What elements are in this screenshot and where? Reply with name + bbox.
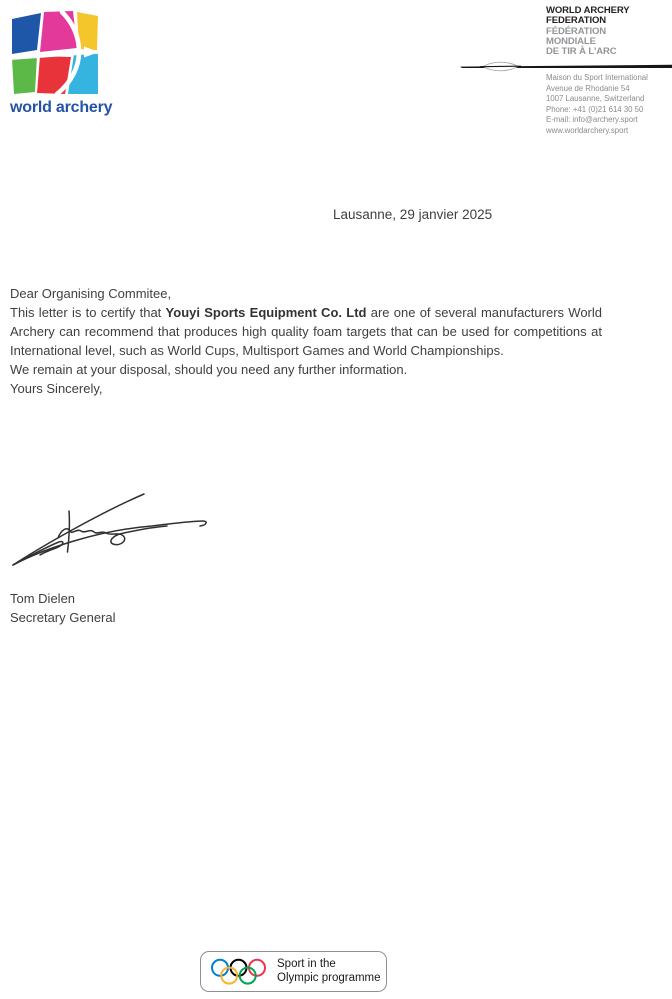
signature-icon xyxy=(2,484,217,574)
dateline: Lausanne, 29 janvier 2025 xyxy=(333,207,493,222)
address-line: Maison du Sport International xyxy=(546,73,648,82)
paragraph-main-text: are one of several manufacturers World Archery can recommend that produces high quality foam targets that can be used for competitions at International level, such as World Cups, Multisport Games and World Championships. xyxy=(10,305,602,358)
paragraph-main-text: This letter is to certify that xyxy=(10,305,166,320)
badge-text-line: Sport in the xyxy=(277,958,336,970)
address-line: Phone: +41 (0)21 614 30 50 xyxy=(546,104,644,114)
olympic-rings-icon xyxy=(210,958,268,986)
address-line: E-mail: info@archery.sport xyxy=(546,115,638,125)
address-line: 1007 Lausanne, Switzerland xyxy=(546,94,645,104)
org-name-en-line: WORLD ARCHERY xyxy=(546,5,630,16)
org-name-fr-line: DE TIR À L'ARC xyxy=(546,46,617,58)
olympic-programme-badge xyxy=(200,951,387,992)
org-name-fr-line: FÉDÉRATION xyxy=(546,25,607,37)
badge-text xyxy=(277,958,381,985)
signer-block xyxy=(10,589,116,627)
signer-title: Secretary General xyxy=(10,610,116,625)
address-line: www.worldarchery.sport xyxy=(546,125,629,135)
org-name-block xyxy=(546,6,668,57)
closing: Yours Sincerely, xyxy=(10,381,103,396)
org-name-fr-line: MONDIALE xyxy=(546,35,596,47)
company-name: Youyi Sports Equipment Co. Ltd xyxy=(165,305,367,320)
world-archery-logo xyxy=(10,10,130,117)
logo-wordmark: world archery xyxy=(10,99,113,116)
signer-name: Tom Dielen xyxy=(10,591,76,606)
letter-body xyxy=(10,284,602,398)
arrow-rule-icon xyxy=(460,59,672,73)
paragraph-second: We remain at your disposal, should you need any further information. xyxy=(10,362,408,377)
org-name-en-line: FEDERATION xyxy=(546,15,607,27)
badge-text-line: Olympic programme xyxy=(277,971,381,984)
world-archery-logo-icon xyxy=(10,10,100,96)
address-block xyxy=(546,73,670,137)
salutation: Dear Organising Commitee, xyxy=(10,286,172,301)
paragraph-main xyxy=(10,303,602,360)
address-line: Avenue de Rhodanie 54 xyxy=(546,83,630,93)
